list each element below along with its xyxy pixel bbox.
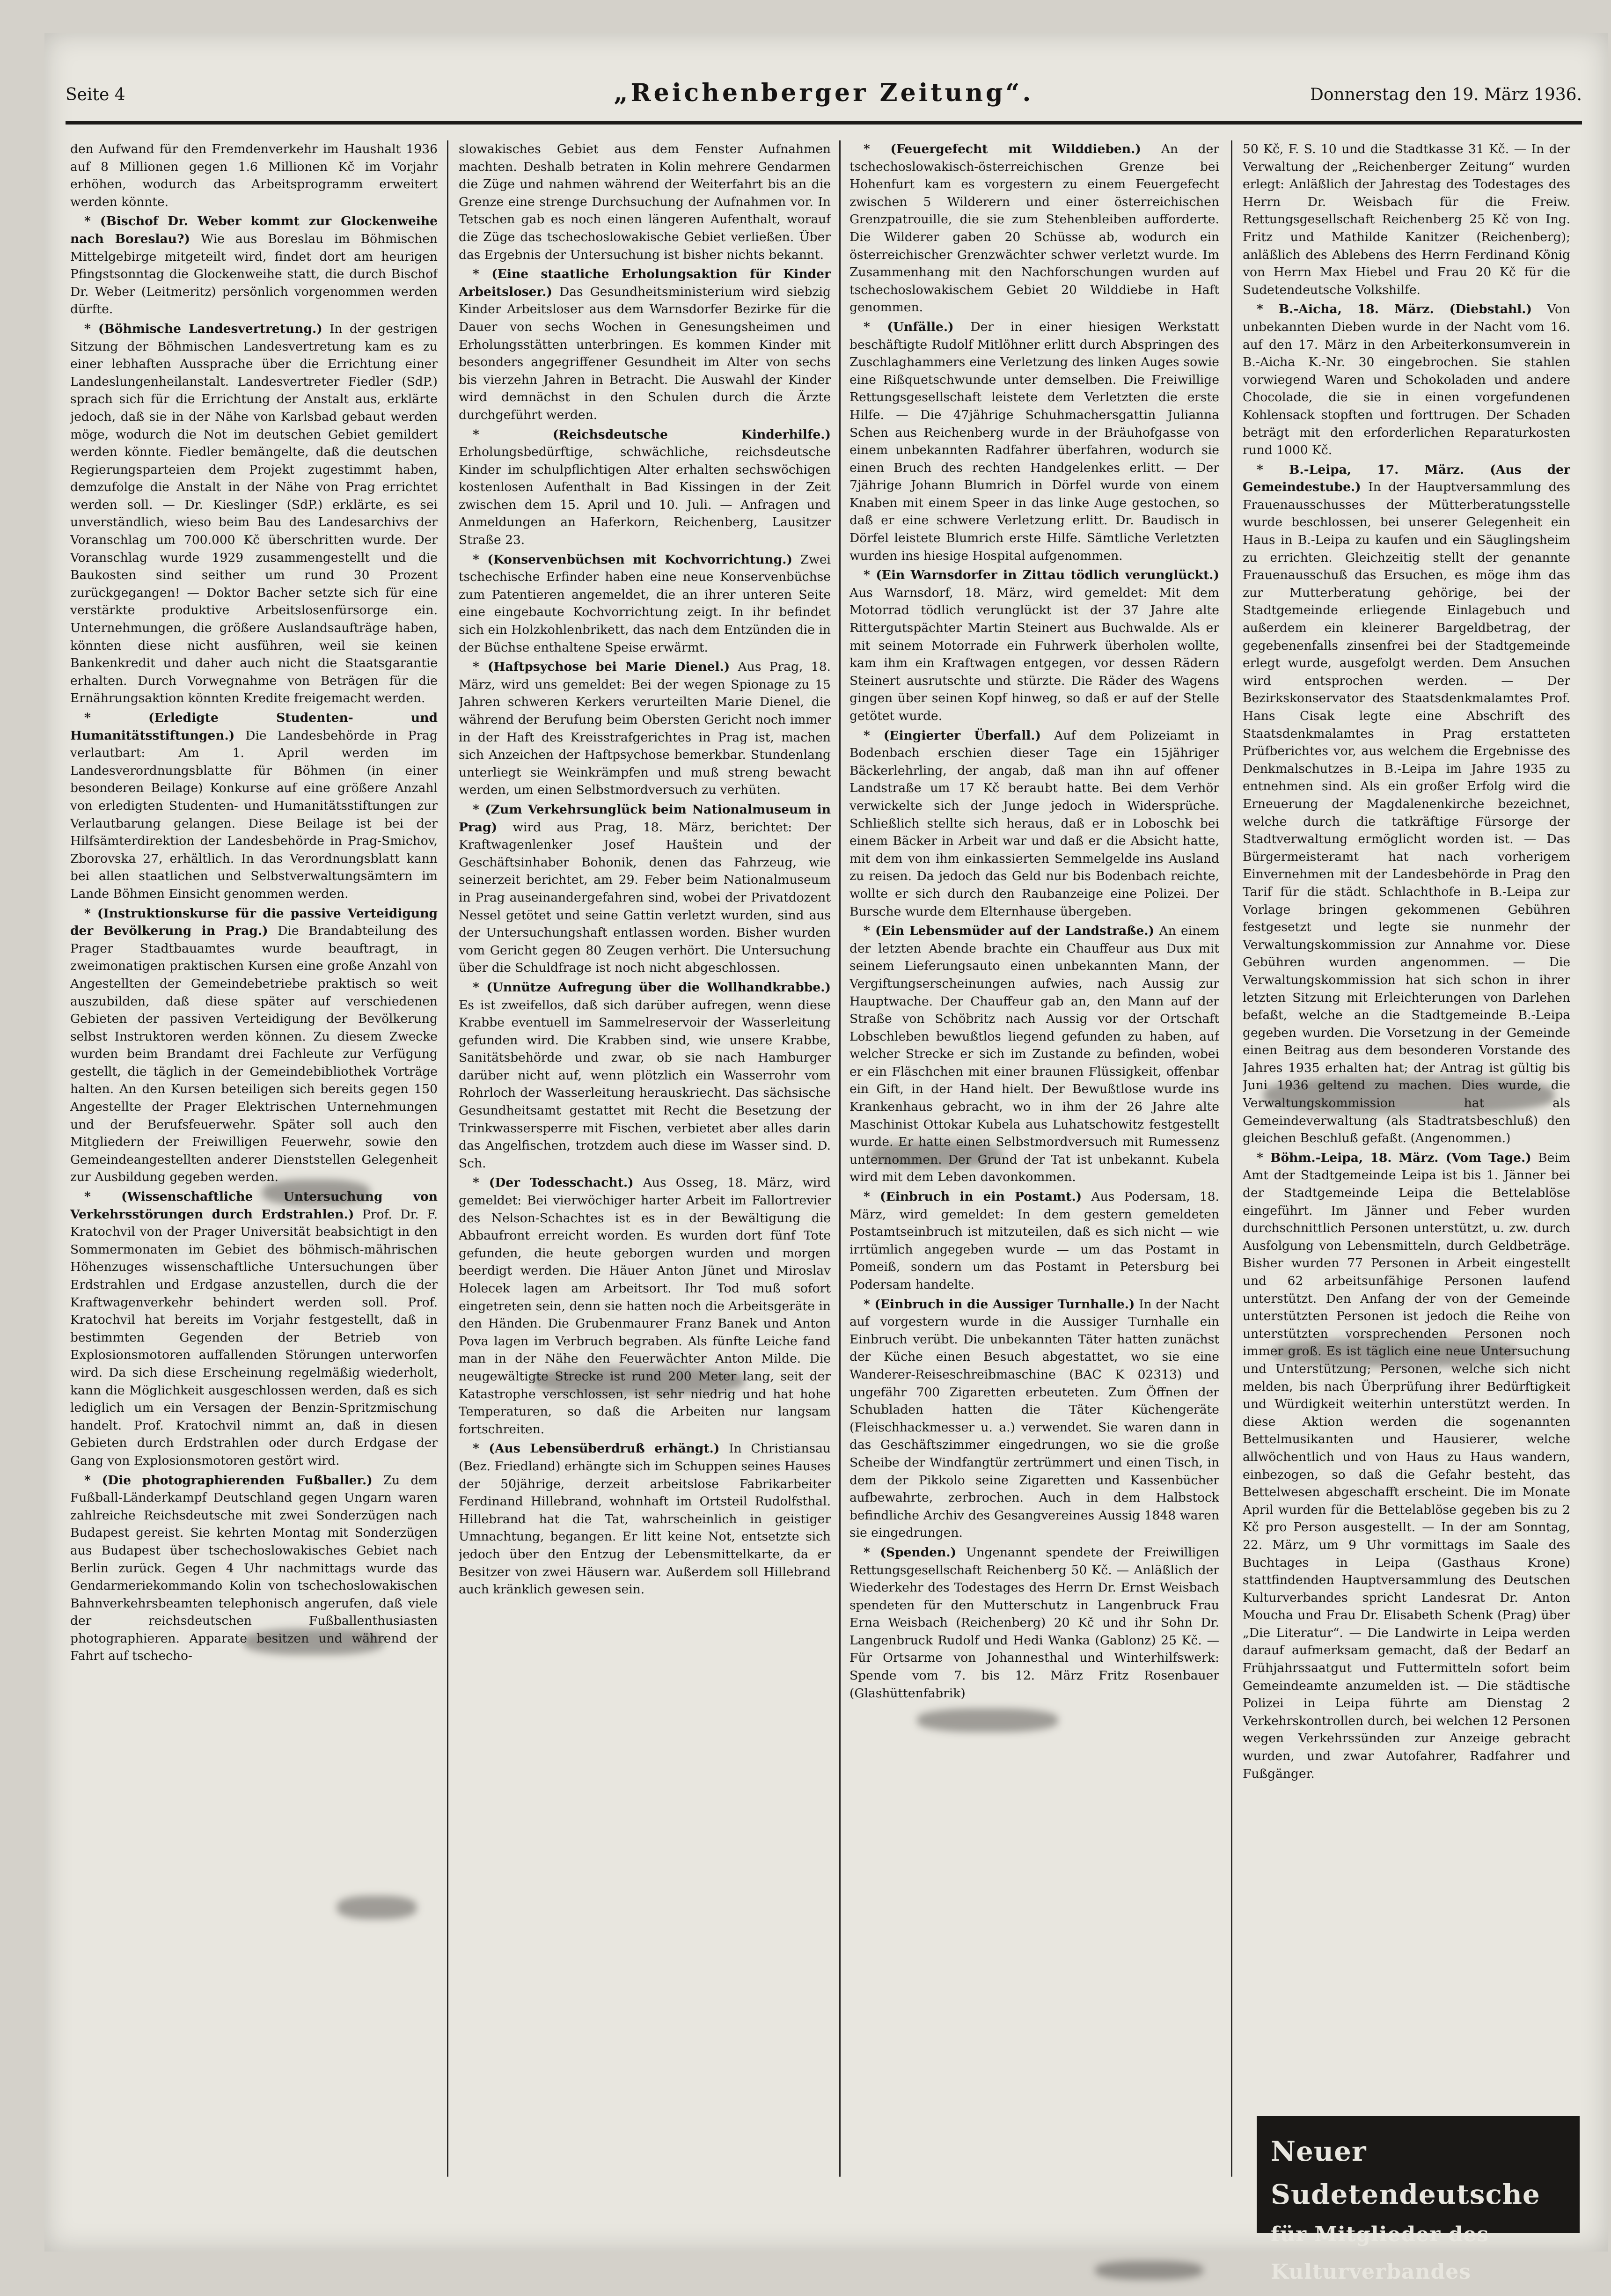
article-heading: * (Unnütze Aufregung über die Wollhandkrabbe.) [473,980,831,995]
article-body: Der in einer hiesigen Werkstatt beschäftigte Rudolf Mitlöhner erlitt durch Abspringen des Zuschlaghammers eine Verletzung des linken Auges sowie eine Rißquetschwunde unter demselben. Die Freiwillige Rettungsgesellschaft leistete dem Verletzten die erste Hilfe. — Die 47jährige Schuhmachersgattin Julianna Schen aus Reichenberg wurde in der Bräuhofgasse von einem unbekannten Radfahrer überfahren, wodurch sie einen Bruch des rechten Handgelenkes erlitt. — Der 7jährige Johann Blumrich in Dörfel wurde von einem Knaben mit einem Speer in das linke Auge gestochen, so daß er eine schwere Verletzung erlitt. Dr. Baudisch in Dörfel leistete Blumrich erste Hilfe. Sämtliche Verletzten wurden ins hiesige Hospital aufgenommen. [849,319,1219,563]
article-heading: * (Wissenschaftliche Untersuchung von Verkehrsstörungen durch Erdstrahlen.) [70,1189,438,1222]
article-body: den Aufwand für den Fremdenverkehr im Haushalt 1936 auf 8 Millionen gegen 1.6 Millionen Kč im Vorjahr erhöhen, wodurch das Arbeitsprogramm erweitert werden könnte. [70,142,438,209]
article-heading: * (Eine staatliche Erholungsaktion für Kinder Arbeitsloser.) [459,267,831,299]
article-body: Beim Amt der Stadtgemeinde Leipa ist bis 1. Jänner bei der Stadtgemeinde Leipa die Bettelablöse eingeführt. Im Jänner und Feber wurden durchschnittlich Personen unterstützt, u. zw. durch Ausfolgung von Lebensmitteln, durch Geldbeträge. Bisher wurden 77 Personen in Arbeit eingestellt und 62 arbeitsunfähige Personen laufend unterstützt. Den Anfang der von der Gemeinde unterstützten Personen ist jedoch die Reihe von unterstützten vorsprechenden Personen noch immer groß. Es ist täglich eine neue Untersuchung und Unterstützung; Personen, welche sich nicht melden, bis nach Überprüfung ihrer Bedürftigkeit und Würdigkeit weiterhin unterstützt werden. In diese Aktion werden die sogenannten Bettelmusikanten und Hausierer, welche allwöchentlich und von Haus zu Haus wandern, einbezogen, so daß die Gefahr besteht, das Bettelwesen abgeschafft erscheint. Die im Monate April wurden für die Bettelablöse gegeben bis zu 2 Kč pro Person ausgestellt. — In der am Sonntag, 22. März, um 9 Uhr vormittags im Saale des Buchtages in Leipa (Gasthaus Krone) stattfindenden Hauptversammlung des Deutschen Kulturverbandes spricht Landesrat Dr. Anton Moucha und Frau Dr. Elisabeth Schenk (Prag) über „Die Literatur“. — Die Landwirte in Leipa werden darauf aufmerksam gemacht, daß der Bedarf an Frühjahrssaatgut und Futtermitteln sofort beim Gemeindeamte anzumelden ist. — Die städtische Polizei in Leipa führte am Dienstag 2 Verkehrskontrollen durch, bei welchen 12 Personen wegen Verkehrssünden zur Anzeige gebracht wurden, und zwar Autofahrer, Radfahrer und Fußgänger. [1243,1150,1570,1781]
article-paragraph [459,265,831,424]
article-paragraph [70,140,438,211]
article-body: Aus Osseg, 18. März, wird gemeldet: Bei vierwöchiger harter Arbeit im Fallortrevier des Nelson-Schachtes ist es in der Bewältigung die Abbaufront erreicht worden. Es wurden dort fünf Tote gefunden, die heute geborgen wurden und morgen beerdigt werden. Die Häuer Anton Jünet und Miroslav Holecek lagen am Arbeitsort. Ihr Tod muß sofort eingetreten sein, denn sie hatten noch die Arbeitsgeräte in den Händen. Die Grubenmaurer Franz Banek und Anton Pova lagen im Verbruch begraben. Als fünfte Leiche fand man in der Nähe den Feuerwächter Anton Milde. Die neugewältigte Strecke ist rund 200 Meter lang, seit der Katastrophe verschlossen, ist sehr niedrig und hat hohe Temperaturen, so daß die Arbeiten nur langsam fortschreiten. [459,1175,831,1437]
ink-smudge [534,1367,744,1395]
article-heading: * (Feuergefecht mit Wilddieben.) [864,142,1141,156]
article-body: Aus Podersam, 18. März, wird gemeldet: In dem gestern gemeldeten Postamtseinbruch ist mitzuteilen, daß es sich nicht — wie irrtümlich angegeben wurde — um das Postamt in Pomeiß, sondern um das Postamt in Petersburg bei Podersam handelte. [849,1189,1219,1292]
article-heading: * (Die photographierenden Fußballer.) [84,1473,373,1488]
article-body: Wie aus Boreslau im Böhmischen Mittelgebirge mitgeteilt wird, findet dort am heurigen Pfingstsonntag die Glockenweihe statt, die durch Bischof Dr. Weber (Leitmeritz) persönlich vorgenommen werden dürfte. [70,231,438,317]
ink-smudge [262,1180,370,1205]
article-heading: * (Spenden.) [864,1545,957,1560]
ink-smudge [1273,1339,1516,1367]
article-heading: * B.-Leipa, 17. März. (Aus der Gemeindestube.) [1243,462,1570,495]
article-body: Aus Warnsdorf, 18. März, wird gemeldet: Mit dem Motorrad tödlich verunglückt ist der 37 Jahre alte Rittergutspächter Martin Steinert aus Buchwalde. Als er mit seinem Motorrade ein Fuhrwerk überholen wollte, kam ihm ein Kraftwagen entgegen, vor dessen Rädern Steinert ausrutschte und stürzte. Die Räder des Wagens gingen über seinen Kopf hinweg, so daß er auf der Stelle getötet wurde. [849,585,1219,723]
article-paragraph [849,140,1219,316]
ink-smudge [1264,1077,1554,1114]
article-paragraph [849,1188,1219,1294]
ink-smudge [243,1629,384,1655]
article-body: Es ist zweifellos, daß sich darüber aufregen, wenn diese Krabbe eventuell im Sammelreservoir der Wasserleitung gefunden wird. Die Krabben sind, wie unsere Krabbe, Sanitätsbehörde und zwar, ob sie nach Hamburger darüber nicht auf, wenn plötzlich ein Wasserrohr vom Rohrloch der Wasserleitung herauskriecht. Das sächsische Gesundheitsamt gestattet mit Recht die Besetzung der Trinkwassersperre mit Fischen, verbietet aber alles darin das Angelfischen, trotzdem auch diese im Wasser sind. D. Sch. [459,998,831,1171]
article-heading: * (Eingierter Überfall.) [864,728,1041,743]
article-paragraph [459,1174,831,1438]
article-paragraph [70,213,438,318]
article-heading: * (Instruktionskurse für die passive Verteidigung der Bevölkerung in Prag.) [70,906,438,939]
article-paragraph [1243,301,1570,459]
article-paragraph [1243,1149,1570,1783]
article-heading: * Böhm.-Leipa, 18. März. (Vom Tage.) [1257,1150,1531,1165]
article-body: Von unbekannten Dieben wurde in der Nacht vom 16. auf den 17. März in den Arbeiterkonsumverein in B.-Aicha K.-Nr. 30 eingebrochen. Sie stahlen vorwiegend Waren und Schokoladen und andere Chocolade, die sie in einen vorgefundenen Kohlensack stopften und forttrugen. Der Schaden beträgt mit den erforderlichen Reparaturkosten rund 1000 Kč. [1243,302,1570,458]
article-heading: * B.-Aicha, 18. März. (Diebstahl.) [1257,302,1532,317]
article-body: slowakisches Gebiet aus dem Fenster Aufnahmen machten. Deshalb betraten in Kolin mehrere Gendarmen die Züge und nahmen während der Weiterfahrt bis an die Grenze eine strenge Durchsuchung der Aufnahmen vor. In Tetschen gab es noch einen längeren Aufenthalt, worauf die Züge das tschechoslowakische Gebiet verließen. Über das Ergebnis der Untersuchung ist bisher nichts bekannt. [459,142,831,262]
article-body: wird aus Prag, 18. März, berichtet: Der Kraftwagenlenker Josef Hauštein und der Geschäftsinhaber Bohonik, denen das Fahrzeug, wie seinerzeit berichtet, am 29. Feber beim Nationalmuseum in Prag auseinandergefahren sind, wobei der Privatdozent Nessel getötet und seine Gattin verletzt wurden, sind aus der Untersuchungshaft entlassen worden. Bisher wurden vom Gericht gegen 80 Zeugen verhört. Die Untersuchung über die Schuldfrage ist noch nicht abgeschlossen. [459,820,831,976]
article-body: An der tschechoslowakisch-österreichischen Grenze bei Hohenfurt kam es vorgestern zu einem Feuergefecht zwischen 5 Wilderern und einer österreichischen Grenzpatrouille, die sie zum Stehenbleiben aufforderte. Die Wilderer gaben 20 Schüsse ab, wodurch ein österreichischer Grenzwächter schwer verletzt wurde. Im Zusammenhang mit den Nachforschungen wurden auf tschechoslowakischem Gebiet 20 Wilddiebe in Haft genommen. [849,142,1219,315]
article-paragraph [459,1440,831,1598]
article-body: Zwei tschechische Erfinder haben eine neue Konservenbüchse zum Patentieren angemeldet, die an ihrer unteren Seite eine eingebaute Kochvorrichtung zeigt. In ihr befindet sich ein Holzkohlenbrikett, das nach dem Entzünden die in der Büchse enthaltene Speise erwärmt. [459,552,831,655]
article-heading: * (Haftpsychose bei Marie Dienel.) [473,660,730,675]
article-paragraph [849,318,1219,565]
article-body: Das Gesundheitsministerium wird siebzig Kinder Arbeitsloser aus dem Warnsdorfer Bezirke für die Dauer von sechs Wochen in Genesungsheimen und Erholungsstätten unterbringen. Es kommen Kinder mit besonders angegriffener Gesundheit im Alter von sechs bis vierzehn Jahren in Betracht. Die Auswahl der Kinder wird demnächst in den Schulen durch die Ärzte durchgeführt werden. [459,284,831,422]
ad-line: Neuer Sudetendeutsche [1271,2135,1540,2210]
article-body: An einem der letzten Abende brachte ein Chauffeur aus Dux mit seinem Lieferungsauto einen unbekannten Mann, der Vergiftungserscheinungen aufwies, nach Aussig zur Hauptwache. Der Chauffeur gab an, den Mann auf der Straße von Schöbritz nach Aussig vor der Ortschaft Lobschleben bewußtlos liegend gefunden zu haben, auf welcher Strecke er sich im Zustande zu befinden, wobei er ein Fläschchen mit einer braunen Flüssigkeit, offenbar ein Gift, in der Hand hielt. Der Bewußtlose wurde ins Krankenhaus gebracht, wo in ihm der 26 Jahre alte Maschinist Ottokar Kubela aus Luhatschowitz festgestellt wurde. Er hatte einen Selbstmordversuch mit Rumessenz unternommen. Der Grund der Tat ist unbekannt. Kubela wird mit dem Leben davonkommen. [849,924,1219,1185]
header-rule [66,121,1582,125]
article-heading: * (Einbruch in die Aussiger Turnhalle.) [864,1297,1135,1312]
article-body: In der Hauptversammlung des Frauenausschusses der Mütterberatungsstelle wurde beschlossen, bei unserer Gelegenheit ein Haus in B.-Leipa zu kaufen und ein Säuglingsheim zu errichten. Gleichzeitig stellt der genannte Frauenausschuß das Ersuchen, es möge ihm das zur Mutterberatung gehörige, bei der Stadtgemeinde erliegende Einlagebuch und außerdem ein kleinerer Bargeldbetrag, der gegebenenfalls zinsenfrei bei der Stadtgemeinde erlegt wurde, ausgefolgt werden. Dem Ansuchen wird entsprochen werden. — Der Bezirkskonservator des Staatsdenkmalamtes Prof. Hans Cisak legte eine Abschrift des Staatsdenkmalamtes in Prag erstatteten Prüfberichtes vor, aus welchem die Ergebnisse des Denkmalschutzes in B.-Leipa im Jahre 1935 zu entnehmen sind. Als ein großer Erfolg wird die Erneuerung der Magdalenenkirche bezeichnet, welche durch die tatkräftige Fürsorge der Stadtverwaltung ermöglicht worden ist. — Das Bürgermeisteramt hat nach vorherigem Einvernehmen mit der Landesbehörde in Prag den Tarif für die städt. Schlachthofe in B.-Leipa zur Vorlage bringen gekommenen Gebühren festgesetzt und legte sie nunmehr der Verwaltungskommission zur Annahme vor. Diese Gebühren wurden angenommen. — Die Verwaltungskommission hat sich schon in ihrer letzten Sitzung mit Erleichterungen von Darlehen befaßt, welche an die Stadtgemeinde B.-Leipa gegeben wurden. Die Vorsetzung in der Gemeinde einen Beitrag aus dem besonderen Vorstande des Jahres 1935 erhalten hat; der Antrag ist gültig bis Juni 1936 geltend zu machen. Dies wurde, die Verwaltungskommission hat als Gemeindeverwaltung (als Stadtratsbeschluß) den gleichen Beschluß gefaßt. (Angenommen.) [1243,480,1570,1146]
column-divider [447,140,448,2177]
ink-smudge [917,1709,1058,1732]
advertisement-box [1257,2116,1580,2284]
article-body: Auf dem Polizeiamt in Bodenbach erschien dieser Tage ein 15jähriger Bäckerlehrling, der angab, daß man ihn auf offener Landstraße um 17 Kč beraubt hatte. Bei dem Verhör verwickelte sich der Junge jedoch in Widersprüche. Schließlich stellte sich heraus, daß er in Loboschk bei einem Bäcker in Arbeit war und daß er die Absicht hatte, mit dem von ihm einkassierten Semmelgelde ins Ausland zu reisen. Da jedoch das Geld nur bis Bodenbach reichte, wollte er sich durch den Raubanzeige eine Polizei. Der Bursche wurde dem Elternhause übergeben. [849,728,1219,919]
page-number: Seite 4 [66,85,125,104]
article-body: Ungenannt spendete der Freiwilligen Rettungsgesellschaft Reichenberg 50 Kč. — Anläßlich der Wiederkehr des Todestages des Herrn Dr. Ernst Weisbach spendeten für den Mutterschutz in Langenbruck Frau Erna Weisbach (Reichenberg) 20 Kč und ihr Sohn Dr. Langenbruck Rudolf und Hedi Wanka (Gablonz) 25 Kč. — Für Ortsarme von Johannesthal und Winterhilfswerk: Spende vom 7. bis 12. März Fritz Rosenbauer (Glashüttenfabrik) [849,1545,1219,1701]
article-paragraph [1243,461,1570,1147]
article-paragraph [459,979,831,1173]
article-heading: * (Böhmische Landesvertretung.) [84,321,322,336]
article-paragraph [849,1296,1219,1542]
article-heading: * (Reichsdeutsche Kinderhilfe.) [473,427,831,442]
article-paragraph [849,727,1219,921]
column-divider [1231,140,1232,2177]
column-divider [839,140,841,2177]
article-paragraph [459,801,831,977]
page-header [66,70,1582,117]
article-paragraph [459,140,831,264]
article-heading: * (Ein Lebensmüder auf der Landstraße.) [864,924,1155,939]
article-paragraph [459,551,831,657]
article-heading: * (Aus Lebensüberdruß erhängt.) [473,1441,720,1456]
ink-smudge [337,1896,417,1919]
article-heading: * (Erledigte Studenten- und Humanitätsstiftungen.) [70,711,438,743]
article-body: Die Landesbehörde in Prag verlautbart: Am 1. April werden im Landesverordnungsblatte für Böhmen (in einer besonderen Beilage) Konkurse auf eine größere Anzahl von erledigten Studenten- und Humanitätsstiftungen zur Verlautbarung gelangen. Diese Beilage ist bei der Hilfsämterdirektion der Landesbehörde in Prag-Smichov, Zborovska 27, erhältlich. In das Verordnungsblatt kann bei allen staatlichen und Selbstverwaltungsämtern im Lande Böhmen Einsicht genommen werden. [70,728,438,901]
column-4 [1243,140,1570,2177]
article-body: Aus Prag, 18. März, wird uns gemeldet: Bei der wegen Spionage zu 15 Jahren schweren Kerkers verurteilten Marie Dienel, die während der Berufung beim Obersten Gericht noch immer in der Haft des Kreisstrafgerichtes in Prag ist, machen sich Anzeichen der Haftpsychose bemerkbar. Stundenlang unterliegt sie Weinkrämpfen und muß streng bewacht werden, um einen Selbstmordversuch zu verhüten. [459,660,831,798]
ink-smudge [1095,2261,1203,2280]
article-heading: * (Bischof Dr. Weber kommt zur Glockenweihe nach Boreslau?) [70,214,438,246]
article-paragraph [1243,140,1570,299]
issue-date: Donnerstag den 19. März 1936. [1310,85,1582,104]
article-body: In Christiansau (Bez. Friedland) erhängte sich im Schuppen seines Hauses der 50jährige, derzeit arbeitslose Fabrikarbeiter Ferdinand Hillebrand, wohnhaft im Ortsteil Rudolfsthal. Hillebrand hat die Tat, wahrscheinlich in geistiger Umnachtung, begangen. Er litt keine Not, entsetzte sich jedoch über den Entzug der Lebensmittelkarte, da er Besitzer von zwei Häusern war. Außerdem soll Hillebrand auch kränklich gewesen sein. [459,1441,831,1597]
article-body: Erholungsbedürftige, schwächliche, reichsdeutsche Kinder im schulpflichtigen Alter erhalten sechswöchigen kostenlosen Aufenthalt in Bad Kissingen in der Zeit zwischen dem 15. April und 10. Juli. — Anfragen und Anmeldungen an Haferkorn, Reichenberg, Lausitzer Straße 23. [459,445,831,548]
article-heading: * (Konservenbüchsen mit Kochvorrichtung.) [473,552,793,567]
article-paragraph [459,426,831,549]
article-body: Zu dem Fußball-Länderkampf Deutschland gegen Ungarn waren zahlreiche Reichsdeutsche mit zwei Sonderzügen nach Budapest gereist. Sie kehrten Montag mit Sonderzügen aus Budapest über tschechoslowakisches Gebiet nach Berlin zurück. Gegen 4 Uhr nachmittags wurde das Gendarmeriekommando Kolin von tschechoslowakischen Bahnverkehrsbeamten telephonisch angerufen, daß viele der reichsdeutschen Fußballenthusiasten photographieren. Apparate besitzen und während der Fahrt auf tschecho- [70,1473,438,1664]
ink-smudge [871,1142,1002,1168]
article-paragraph [70,905,438,1187]
masthead: „Reichenberger Zeitung“. [614,79,1034,107]
article-body: In der Nacht auf vorgestern wurde in die Aussiger Turnhalle ein Einbruch verübt. Die unbekannten Täter hatten zunächst der Küche einen Besuch abgestattet, wo sie eine Wanderer-Reiseschreibmaschine (BAC K 02313) und ungefähr 700 Zigaretten erbeuteten. Zum Öffnen der Schubladen hatten die Täter Küchengeräte (Fleischhackmesser u. a.) verwendet. Sie waren dann in das Geschäftszimmer eingedrungen, wo sie die große Scheibe der Windfangtür zertrümmert und einen Tisch, in dem der Pikkolo seine Zigaretten und Kassenbücher aufbewahrte, zerbrochen. Auch in dem Halbstock befindliche Archiv des Gesangvereines Aussig 1848 waren sie eingedrungen. [849,1297,1219,1540]
article-heading: * (Unfälle.) [864,319,954,334]
article-heading: * (Ein Warnsdorfer in Zittau tödlich verunglückt.) [864,568,1219,583]
article-body: Die Brandabteilung des Prager Stadtbauamtes wurde beauftragt, in zweimonatigen praktischen Kursen eine große Anzahl von Angestellten der Gemeindebetriebe praktisch so weit auszubilden, daß diese später auf verschiedenen Gebieten der passiven Verteidigung der Bevölkerung selbst Instruktoren werden können. Zu diesem Zwecke wurden beim Brandamt drei Fachleute zur Verfügung gestellt, die täglich in der Gemeindebibliothek Vorträge halten. An den Kursen beteiligen sich bereits gegen 150 Angestellte der Prager Elektrischen Unternehmungen und der Berufsfeuerwehr. Später soll auch den Mitgliedern der Freiwilligen Feuerwehr, sowie den Gemeindeangestellten anderer Dienststellen Gelegenheit zur Ausbildung gegeben werden. [70,924,438,1185]
column-2 [459,140,831,2177]
article-heading: * (Zum Verkehrsunglück beim Nationalmuseum in Prag) [459,802,831,835]
article-heading: * (Der Todesschacht.) [473,1175,634,1190]
article-heading: * (Einbruch in ein Postamt.) [864,1189,1082,1204]
article-body: Prof. Dr. F. Kratochvil von der Prager Universität beabsichtigt in den Sommermonaten im Gebiet des böhmisch-mährischen Höhenzuges wissenschaftliche Untersuchungen über Erdstrahlen und Erdgase anzustellen, durch die der Kraftwagenverkehr behindert werden soll. Prof. Kratochvil hat bereits im Vorjahr festgestellt, daß in bestimmten Gegenden der Betrieb von Explosionsmotoren auffallenden Störungen unterworfen wird. Da sich diese Erscheinung regelmäßig wiederholt, kann die Möglichkeit ausgeschlossen werden, daß es sich lediglich um ein Versagen der Benzin-Spritzmischung handelt. Prof. Kratochvil nimmt an, daß in diesen Gebieten durch Erdstrahlen oder durch Erdgase der Gang von Explosionsmotoren gestört wird. [70,1207,438,1468]
article-paragraph [70,320,438,707]
article-paragraph [849,566,1219,725]
article-body: 50 Kč, F. S. 10 und die Stadtkasse 31 Kč. — In der Verwaltung der „Reichenberger Zeitung“ wurden erlegt: Anläßlich der Jahrestag des Todestages des Herrn Dr. Weisbach für die Freiw. Rettungsgesellschaft Reichenberg 25 Kč von Ing. Fritz und Mathilde Kanitzer (Reichenberg); anläßlich des Ablebens des Herrn Ferdinand König von Herrn Max Hiebel und Frau 20 Kč für die Sudetendeutsche Volkshilfe. [1243,142,1570,297]
article-paragraph [459,658,831,799]
article-paragraph [70,709,438,903]
article-paragraph [70,1188,438,1470]
article-body: In der gestrigen Sitzung der Böhmischen Landesvertretung kam es zu einer lebhaften Aussprache über die Errichtung einer Landeslungenheilanstalt. Landesvertreter Fiedler (SdP.) sprach sich für die Errichtung der Anstalt aus, erklärte jedoch, daß sie in der Nähe von Karlsbad gebaut werden möge, wodurch die Not im deutschen Gebiet gemildert werden könnte. Fiedler bemängelte, daß die deutschen Regierungsparteien dem Projekt zugestimmt haben, demzufolge die Anstalt in der Nähe von Prag errichtet werden soll. — Dr. Kieslinger (SdP.) erklärte, es sei unverständlich, wieso beim Bau des Landesarchivs der Voranschlag um 700.000 Kč überschritten wurde. Der Voranschlag wurde 1929 zusammengestellt und die Baukosten sind seither um rund 30 Prozent zurückgegangen! — Doktor Bacher setzte sich für eine verstärkte produktive Arbeitslosenfürsorge ein. Unternehmungen, die größere Auslandsaufträge haben, könnten diese nicht ausführen, weil sie keinen Bankenkredit und daher auch nicht die Staatsgarantie erhalten. Durch Vorwegnahme von Beträgen für die Ernährungsaktion könnten Kredite freigemacht werden. [70,321,438,706]
ad-line: für Mitglieder des Kulturverbandes [1271,2223,1489,2284]
column-1 [70,140,438,2177]
article-paragraph [849,1544,1219,1702]
